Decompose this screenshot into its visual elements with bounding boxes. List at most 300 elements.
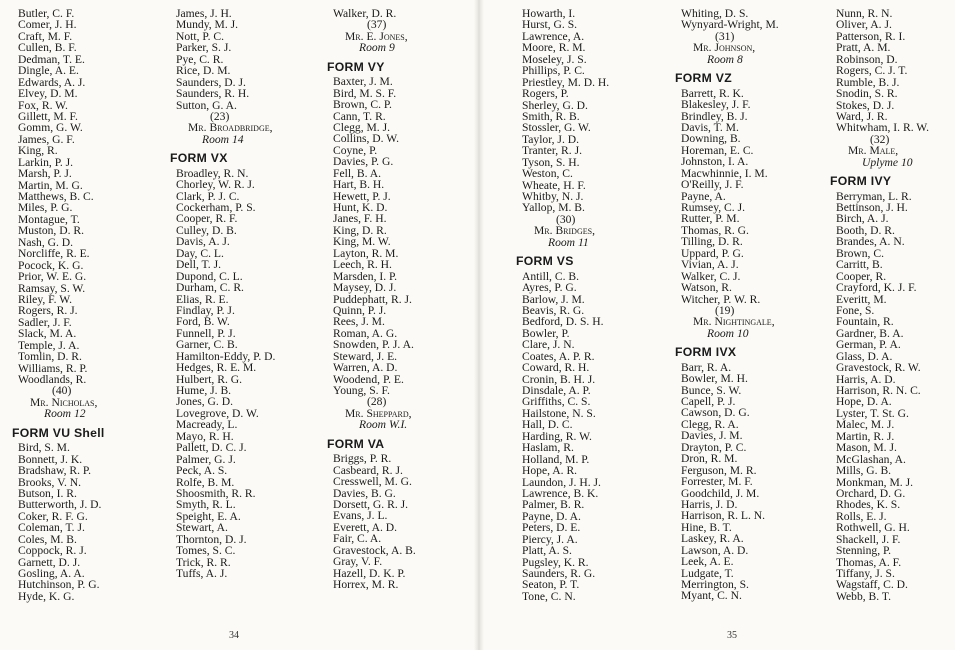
pupil-name: Yallop, M. B. [522, 201, 585, 215]
pupil-name: Snowden, P. J. A. [333, 338, 414, 352]
pupil-name: Janes, F. H. [333, 212, 387, 226]
pupil-name: Cockerham, P. S. [176, 201, 256, 215]
pupil-name: Drayton, P. C. [681, 440, 747, 454]
pupil-name: Day, C. L. [176, 246, 224, 260]
pupil-name: Cawson, D. G. [681, 406, 750, 420]
pupil-name: Butson, I. R. [18, 486, 77, 500]
pupil-name: Pugsley, K. R. [522, 555, 589, 569]
form-heading: FORM IVX [675, 345, 737, 360]
pupil-name: Bonnett, J. K. [18, 452, 83, 466]
pupil-name: Montague, T. [18, 212, 80, 226]
pupil-name: Fone, S. [836, 303, 875, 317]
form-heading: FORM VX [170, 151, 228, 166]
pupil-name: Martin, R. J. [836, 429, 895, 443]
pupil-name: Uppard, P. G. [681, 246, 744, 260]
pupil-name: Whitby, N. J. [522, 190, 584, 203]
pupil-name: Everett, A. D. [333, 520, 398, 534]
pupil-name: German, P. A. [836, 338, 901, 352]
pupil-name: Watson, R. [681, 281, 732, 295]
pupil-name: Bunce, S. W. [681, 383, 742, 397]
pupil-name: Orchard, D. G. [836, 486, 906, 500]
pupil-name: Gardner, B. A. [836, 326, 904, 340]
pupil-name: Moore, R. M. [522, 41, 586, 55]
pupil-name: Cullen, B. F. [18, 41, 77, 55]
form-heading: FORM VS [516, 254, 574, 269]
pupil-name: Coles, M. B. [18, 532, 77, 546]
pupil-name: Bird, M. S. F. [333, 86, 397, 100]
pupil-name: Saunders, R. H. [176, 87, 250, 101]
pupil-name: Bedford, D. S. H. [522, 315, 604, 329]
pupil-name: Macwhinnie, I. M. [681, 166, 768, 180]
pupil-name: Lawson, A. D. [681, 543, 749, 557]
pupil-name: Smyth, R. L. [176, 498, 236, 512]
pupil-name: Harris, J. D. [681, 497, 738, 511]
pupil-name: Dupond, C. L. [176, 269, 243, 283]
pupil-name: Tuffs, A. J. [176, 567, 228, 581]
pupil-name: Brandes, A. N. [836, 235, 905, 249]
form-master: Mr. Bridges, [534, 224, 595, 238]
page-number-right: 35 [727, 630, 737, 641]
pupil-name: Rumble, B. J. [836, 75, 900, 89]
form-count: (37) [367, 18, 387, 32]
pupil-name: Mayo, R. H. [176, 429, 234, 443]
pupil-name: Hope, A. R. [522, 464, 578, 478]
pupil-name: O'Reilly, J. F. [681, 178, 744, 192]
pupil-name: Davis, A. J. [176, 235, 230, 249]
pupil-name: Vivian, A. J. [681, 258, 739, 272]
pupil-name: Howarth, I. [522, 7, 576, 20]
pupil-name: Payne, A. [681, 189, 726, 203]
pupil-name: Barlow, J. M. [522, 292, 585, 306]
pupil-name: Hope, D. A. [836, 395, 892, 409]
pupil-name: Woodlands, R. [18, 373, 87, 386]
pupil-name: Merrington, S. [681, 578, 749, 592]
pupil-name: Pallett, D. C. J. [176, 441, 247, 455]
pupil-name: Mills, G. B. [836, 464, 892, 478]
pupil-name: Marsh, P. J. [18, 167, 72, 181]
pupil-name: Crayford, K. J. F. [836, 281, 917, 295]
pupil-name: Tomlin, D. R. [18, 350, 82, 364]
pupil-name: Lovegrove, D. W. [176, 406, 259, 420]
pupil-name: Ayres, P. G. [522, 281, 577, 295]
pupil-name: Roman, A. G. [333, 326, 398, 340]
pupil-name: Snodin, S. R. [836, 87, 898, 101]
pupil-name: Nunn, R. N. [836, 7, 893, 20]
pupil-name: Davies, J. M. [681, 429, 743, 443]
pupil-name: Culley, D. B. [176, 223, 237, 237]
form-count: (23) [210, 109, 230, 123]
pupil-name: Hall, D. C. [522, 418, 573, 432]
pupil-name: Palmer, G. J. [176, 452, 236, 466]
pupil-name: Findlay, P. J. [176, 303, 235, 317]
pupil-name: Comer, J. H. [18, 18, 77, 32]
pupil-name: Moseley, J. S. [522, 52, 587, 66]
form-master: Mr. Broadbridge, [188, 121, 273, 135]
pupil-name: Wynyard-Wright, M. [681, 18, 779, 32]
pupil-name: Bettinson, J. H. [836, 201, 908, 215]
form-count: (19) [715, 303, 735, 317]
pupil-name: Leech, R. H. [333, 258, 392, 272]
pupil-name: Cooper, R. F. [176, 212, 238, 226]
pupil-name: Parker, S. J. [176, 41, 232, 55]
pupil-name: Garnett, D. J. [18, 555, 81, 569]
pupil-name: Puddephatt, R. J. [333, 292, 412, 306]
pupil-name: Wagstaff, C. D. [836, 578, 908, 592]
pupil-name: Capell, P. J. [681, 395, 736, 409]
pupil-name: Payne, D. A. [522, 509, 581, 523]
pupil-name: Tilling, D. R. [681, 235, 743, 249]
pupil-name: Miles, P. G. [18, 201, 73, 215]
pupil-name: Funnell, P. J. [176, 326, 236, 340]
pupil-name: Bird, S. M. [18, 441, 70, 455]
form-count: (30) [556, 212, 576, 226]
pupil-name: Hume, J. B. [176, 384, 232, 398]
pupil-name: Stenning, P. [836, 544, 892, 558]
roll-column-1 [12, 7, 105, 603]
pupil-name: Saunders, R. G. [522, 567, 596, 581]
pupil-name: Forrester, M. F. [681, 475, 753, 489]
pupil-name: Hine, B. T. [681, 520, 732, 534]
pupil-name: Thomas, A. F. [836, 555, 902, 569]
pupil-name: Rogers, P. [522, 87, 569, 101]
pupil-name: James, J. H. [176, 7, 232, 20]
roll-column-6 [830, 7, 930, 603]
pupil-name: Barrett, R. K. [681, 86, 744, 100]
form-master: Mr. Sheppard, [345, 406, 412, 420]
pupil-name: Gosling, A. A. [18, 567, 85, 581]
pupil-name: Young, S. F. [333, 384, 390, 398]
pupil-name: Pye, C. R. [176, 52, 224, 66]
pupil-name: Fair, C. A. [333, 532, 382, 546]
pupil-name: Goodchild, J. M. [681, 486, 760, 500]
pupil-name: Leek, A. E. [681, 555, 734, 569]
pupil-name: Harding, R. W. [522, 429, 592, 443]
pupil-name: Harrison, R. L. N. [681, 509, 766, 523]
pupil-name: Hedges, R. E. M. [176, 361, 257, 375]
pupil-name: Evans, J. L. [333, 509, 388, 523]
pupil-name: Rolfe, B. M. [176, 475, 235, 489]
form-count: (32) [870, 132, 890, 146]
pupil-name: Saunders, D. J. [176, 75, 246, 89]
form-master: Mr. E. Jones, [345, 29, 408, 43]
pupil-name: Hart, B. H. [333, 178, 385, 192]
pupil-name: Williams, R. P. [18, 361, 88, 375]
pupil-name: Mundy, M. J. [176, 18, 239, 32]
pupil-name: Sadler, J. F. [18, 315, 72, 329]
pupil-name: Walker, C. J. [681, 269, 741, 283]
pupil-name: Durham, C. R. [176, 281, 244, 295]
pupil-name: Gravestock, R. W. [836, 361, 921, 375]
pupil-name: Riley, F. W. [18, 292, 73, 306]
pupil-name: Briggs, P. R. [333, 452, 392, 466]
pupil-name: Whitwham, I. R. W. [836, 121, 930, 135]
pupil-name: Booth, D. R. [836, 223, 895, 237]
pupil-name: Cronin, B. H. J. [522, 372, 596, 386]
page-number-left: 34 [229, 630, 239, 641]
pupil-name: Weston, C. [522, 167, 573, 181]
pupil-name: Stewart, A. [176, 521, 228, 535]
pupil-name: Garner, C. B. [176, 338, 238, 352]
pupil-name: Phillips, P. C. [522, 64, 585, 78]
form-heading: FORM VU Shell [12, 425, 105, 440]
pupil-name: Dinsdale, A. P. [522, 384, 591, 398]
pupil-name: Dingle, A. E. [18, 64, 79, 78]
pupil-name: Brown, C. P. [333, 98, 392, 112]
pupil-name: Lawrence, B. K. [522, 486, 599, 500]
pupil-name: Baxter, J. M. [333, 75, 393, 89]
pupil-name: Coleman, T. J. [18, 521, 85, 535]
pupil-name: Coyne, P. [333, 143, 378, 157]
pupil-name: Slack, M. A. [18, 327, 77, 341]
pupil-name: Speight, E. A. [176, 509, 241, 523]
form-room: Uplyme 10 [862, 155, 913, 169]
pupil-name: Clare, J. N. [522, 338, 575, 352]
pupil-name: Steward, J. E. [333, 349, 398, 363]
pupil-name: Marsden, I. P. [333, 269, 398, 283]
form-room: Room 10 [707, 326, 749, 340]
pupil-name: Ferguson, M. R. [681, 463, 757, 477]
pupil-name: Davis, T. M. [681, 120, 739, 134]
pupil-name: Fell, B. A. [333, 166, 381, 180]
pupil-name: Maysey, D. J. [333, 281, 397, 295]
pupil-name: Harris, A. D. [836, 372, 896, 386]
pupil-name: Hewett, P. J. [333, 189, 391, 203]
form-room: Room 9 [359, 41, 395, 55]
pupil-name: Dell, T. J. [176, 258, 221, 272]
pupil-name: Hyde, K. G. [18, 589, 75, 603]
pupil-name: Nott, P. C. [176, 29, 224, 43]
form-heading: FORM VA [327, 436, 385, 451]
pupil-name: Craft, M. F. [18, 29, 73, 43]
pupil-name: Chorley, W. R. J. [176, 178, 255, 192]
pupil-name: Woodend, P. E. [333, 372, 404, 386]
pupil-name: Clegg, R. A. [681, 417, 739, 431]
roll-column-3 [327, 7, 416, 592]
pupil-name: Hamilton-Eddy, P. D. [176, 349, 276, 363]
pupil-name: Haslam, R. [522, 441, 574, 455]
pupil-name: Cooper, R. [836, 269, 887, 283]
form-master: Mr. Nicholas, [30, 395, 98, 409]
pupil-name: Laundon, J. H. J. [522, 475, 601, 489]
pupil-name: Pratt, A. M. [836, 41, 891, 55]
pupil-name: Rumsey, C. J. [681, 201, 745, 215]
pupil-name: Walker, D. R. [333, 7, 397, 20]
pupil-name: Witcher, P. W. R. [681, 292, 761, 306]
pupil-name: Lyster, T. St. G. [836, 406, 909, 420]
pupil-name: Ramsay, S. W. [18, 281, 86, 295]
form-room: Room 8 [707, 52, 743, 66]
pupil-name: Tranter, R. J. [522, 144, 582, 158]
pupil-name: Mason, M. J. [836, 441, 897, 455]
pupil-name: Coker, R. F. G. [18, 509, 88, 523]
pupil-name: Horrex, M. R. [333, 578, 399, 592]
pupil-name: Birch, A. J. [836, 212, 889, 226]
pupil-name: Elvey, D. M. [18, 87, 78, 101]
pupil-name: McGlashan, A. [836, 452, 906, 466]
pupil-name: Peters, D. E. [522, 521, 581, 535]
pupil-name: Prior, W. E. G. [18, 270, 87, 284]
pupil-name: Tone, C. N. [522, 589, 576, 603]
form-count: (31) [715, 29, 735, 43]
pupil-name: Bradshaw, R. P. [18, 464, 91, 478]
roll-column-5 [675, 7, 779, 603]
pupil-name: King, D. R. [333, 223, 387, 237]
pupil-name: Dorsett, G. R. J. [333, 497, 409, 511]
pupil-name: Rees, J. M. [333, 315, 385, 329]
pupil-name: Hunt, K. D. [333, 201, 388, 215]
pupil-name: Martin, M. G. [18, 178, 83, 192]
pupil-name: Hazell, D. K. P. [333, 566, 406, 580]
pupil-name: Malec, M. J. [836, 418, 895, 432]
pupil-name: Whiting, D. S. [681, 7, 749, 20]
form-room: Room 12 [44, 407, 86, 421]
pupil-name: Berryman, L. R. [836, 189, 912, 203]
pupil-name: Gray, V. F. [333, 555, 383, 569]
pupil-name: Casbeard, R. J. [333, 463, 403, 477]
pupil-name: Ford, B. W. [176, 315, 230, 329]
pupil-name: Thornton, D. J. [176, 532, 247, 546]
pupil-name: Rhodes, K. S. [836, 498, 901, 512]
pupil-name: Broadley, R. N. [176, 166, 249, 180]
pupil-name: Rutter, P. M. [681, 212, 740, 226]
pupil-name: Downing, B. [681, 132, 741, 146]
pupil-name: Bowler, P. [522, 326, 570, 340]
roll-column-2 [170, 7, 276, 581]
pupil-name: Peck, A. S. [176, 464, 228, 478]
pupil-name: Sutton, G. A. [176, 98, 237, 112]
pupil-name: Dedman, T. E. [18, 52, 85, 66]
pupil-name: Hulbert, R. G. [176, 372, 243, 386]
pupil-name: Laskey, R. A. [681, 532, 744, 546]
pupil-name: Gravestock, A. B. [333, 543, 416, 557]
form-room: Room W.I. [359, 418, 408, 432]
pupil-name: Matthews, B. C. [18, 190, 94, 203]
pupil-name: Webb, B. T. [836, 589, 891, 603]
form-room: Room 14 [202, 132, 244, 146]
form-room: Room 11 [548, 235, 589, 249]
pupil-name: Ward, J. R. [836, 109, 888, 123]
pupil-name: Clegg, M. J. [333, 120, 391, 134]
pupil-name: Edwards, A. J. [18, 75, 86, 89]
pupil-name: Brooks, V. N. [18, 475, 82, 489]
book-gutter [474, 0, 484, 650]
pupil-name: Myant, C. N. [681, 589, 742, 603]
pupil-name: Davies, B. G. [333, 486, 396, 500]
pupil-name: Johnston, I. A. [681, 155, 749, 169]
form-master: Mr. Male, [848, 144, 899, 158]
pupil-name: Norcliffe, R. E. [18, 247, 90, 261]
pupil-name: King, R. [18, 144, 58, 158]
pupil-name: Rice, D. M. [176, 64, 231, 78]
pupil-name: Dron, R. M. [681, 452, 738, 466]
pupil-name: Fountain, R. [836, 315, 894, 329]
form-master: Mr. Nightingale, [693, 315, 775, 329]
pupil-name: Pocock, K. G. [18, 258, 84, 272]
pupil-name: Gillett, M. F. [18, 109, 78, 123]
pupil-name: Larkin, P. J. [18, 155, 74, 169]
pupil-name: Shackell, J. F. [836, 532, 901, 546]
pupil-name: Palmer, B. R. [522, 498, 585, 512]
pupil-name: Thomas, R. G. [681, 223, 749, 237]
pupil-name: Stokes, D. J. [836, 98, 895, 112]
pupil-name: Monkman, M. J. [836, 475, 913, 489]
pupil-name: Blakesley, J. F. [681, 98, 751, 112]
pupil-name: Butler, C. F. [18, 7, 75, 20]
pupil-name: Quinn, P. J. [333, 303, 387, 317]
pupil-name: Macready, L. [176, 418, 238, 432]
pupil-name: Muston, D. R. [18, 224, 85, 238]
pupil-name: Rogers, C. J. T. [836, 64, 908, 78]
pupil-name: Horeman, E. C. [681, 143, 754, 157]
pupil-name: Everitt, M. [836, 292, 887, 306]
pupil-name: Robinson, D. [836, 52, 898, 66]
pupil-name: Piercy, J. A. [522, 532, 578, 546]
pupil-name: Cresswell, M. G. [333, 475, 412, 489]
pupil-name: Beavis, R. G. [522, 303, 585, 317]
pupil-name: Brown, C. [836, 246, 884, 260]
pupil-name: Barr, R. A. [681, 360, 732, 374]
pupil-name: Sherley, G. D. [522, 98, 588, 112]
form-heading: FORM VY [327, 59, 385, 74]
pupil-name: Butterworth, J. D. [18, 498, 102, 512]
pupil-name: Gomm, G. W. [18, 121, 83, 135]
pupil-name: Wheate, H. F. [522, 178, 586, 192]
pupil-name: Oliver, A. J. [836, 18, 892, 32]
pupil-name: Lawrence, A. [522, 29, 585, 43]
pupil-name: Bowler, M. H. [681, 372, 748, 386]
pupil-name: Coppock, R. J. [18, 544, 87, 558]
pupil-name: Tiffany, J. S. [836, 567, 895, 581]
pupil-name: Rogers, R. J. [18, 304, 78, 318]
pupil-name: Hurst, G. S. [522, 18, 578, 32]
pupil-name: Priestley, M. D. H. [522, 75, 610, 89]
pupil-name: Smith, R. B. [522, 109, 580, 123]
pupil-name: Warren, A. D. [333, 361, 398, 375]
pupil-name: Cann, T. R. [333, 109, 386, 123]
pupil-name: Patterson, R. I. [836, 29, 906, 43]
pupil-name: Taylor, J. D. [522, 132, 580, 146]
pupil-name: Jones, G. D. [176, 395, 234, 409]
pupil-name: Hailstone, N. S. [522, 406, 596, 420]
form-master: Mr. Johnson, [693, 41, 756, 55]
form-count: (40) [52, 384, 72, 398]
pupil-name: Carritt, B. [836, 258, 883, 272]
pupil-name: Trick, R. R. [176, 555, 231, 569]
pupil-name: Clark, P. J. C. [176, 189, 240, 203]
pupil-name: Stossler, G. W. [522, 121, 591, 135]
pupil-name: Davies, P. G. [333, 155, 394, 169]
pupil-name: Ludgate, T. [681, 566, 734, 580]
pupil-name: Platt, A. S. [522, 544, 572, 558]
form-count: (28) [367, 395, 387, 409]
pupil-name: Elias, R. E. [176, 292, 229, 306]
pupil-name: Shoosmith, R. R. [176, 486, 256, 500]
pupil-name: Brindley, B. J. [681, 109, 748, 123]
roll-column-4 [516, 7, 610, 603]
pupil-name: King, M. W. [333, 235, 391, 249]
form-heading: FORM VZ [675, 71, 732, 86]
pupil-name: Layton, R. M. [333, 246, 399, 260]
pupil-name: Coward, R. H. [522, 361, 590, 375]
pupil-name: Fox, R. W. [18, 98, 68, 112]
pupil-name: Seaton, P. T. [522, 578, 580, 592]
pupil-name: Holland, M. P. [522, 452, 590, 466]
pupil-name: Nash, G. D. [18, 235, 74, 249]
pupil-name: Rothwell, G. H. [836, 521, 910, 535]
pupil-name: Griffiths, C. S. [522, 395, 591, 409]
pupil-name: Harrison, R. N. C. [836, 384, 921, 398]
pupil-name: Rolls, E. J. [836, 509, 887, 523]
